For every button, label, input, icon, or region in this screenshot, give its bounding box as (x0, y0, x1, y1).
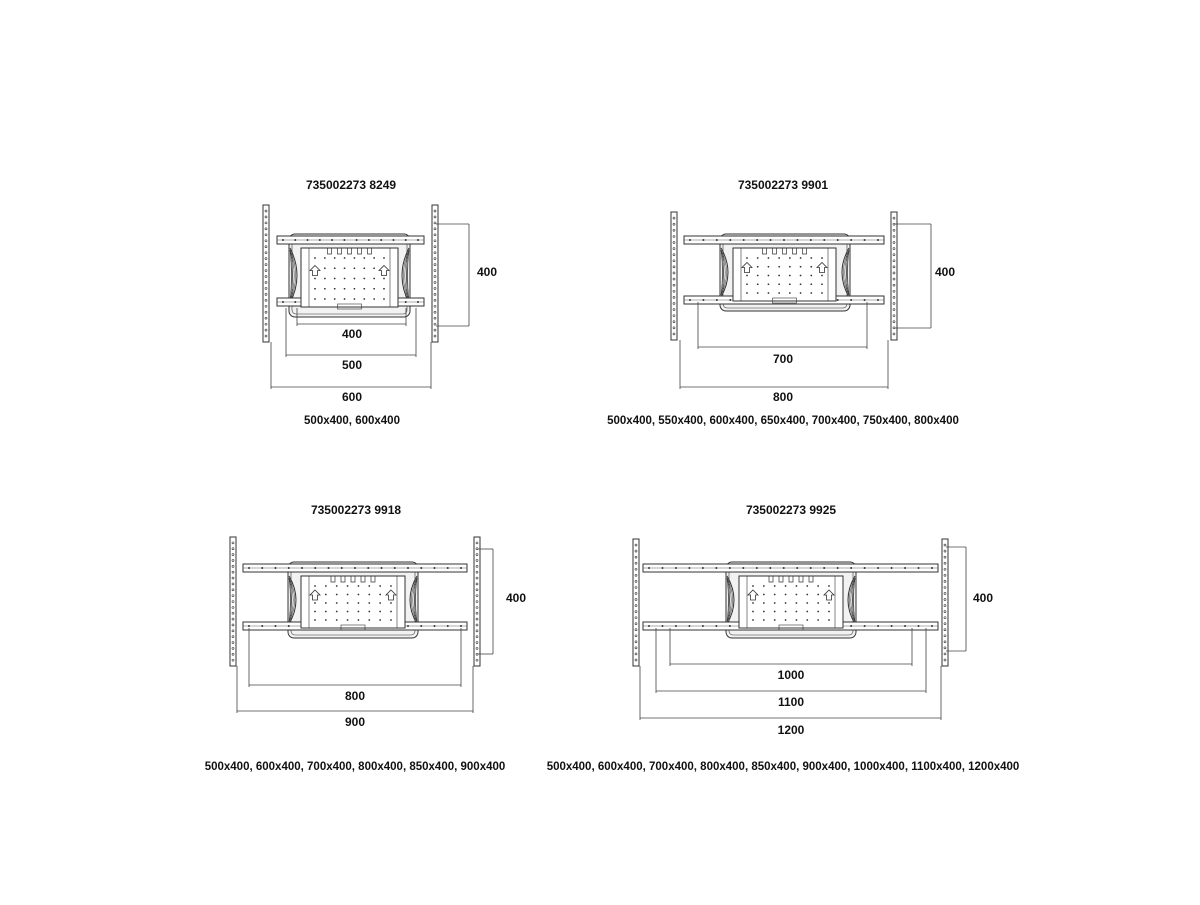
carrier-hole (757, 292, 759, 294)
carrier-hole (354, 267, 356, 269)
rail-hole (729, 625, 731, 627)
carrier-hole (347, 611, 349, 613)
rail-hole (661, 567, 663, 569)
diagram-9901 (607, 178, 959, 427)
rail-hole (460, 625, 462, 627)
diagram-8249 (263, 178, 497, 427)
carrier-hole (817, 619, 819, 621)
carrier-hole (334, 267, 336, 269)
carrier-hole (810, 257, 812, 259)
rail-hole (715, 625, 717, 627)
rail-hole (904, 625, 906, 627)
carrier-hole (828, 619, 830, 621)
carrier-hole (334, 298, 336, 300)
rail-hole (343, 239, 345, 241)
rail-hole (756, 239, 758, 241)
model-number-9901: 735002273 9901 (737, 178, 829, 192)
carrier-hole (828, 611, 830, 613)
rail-hole (648, 625, 650, 627)
carrier-hole (314, 585, 316, 587)
carrier-hole (383, 257, 385, 259)
carrier-hole (358, 594, 360, 596)
carrier-hole (334, 288, 336, 290)
carrier-hole (324, 298, 326, 300)
rail-hole (729, 299, 731, 301)
rail-hole (743, 239, 745, 241)
rail-hole (850, 299, 852, 301)
rail-hole (392, 239, 394, 241)
carrier-hole (763, 611, 765, 613)
rail-hole (891, 625, 893, 627)
carrier-hole (368, 611, 370, 613)
carrier-hole (347, 619, 349, 621)
rail-hole (877, 625, 879, 627)
width-label-600: 600 (341, 390, 363, 404)
carrier-hole (368, 602, 370, 604)
rail-hole (405, 239, 407, 241)
width-label-400: 400 (341, 327, 363, 341)
rail-hole (301, 567, 303, 569)
rail-hole (715, 567, 717, 569)
carrier-hole (324, 288, 326, 290)
carrier-hole (800, 275, 802, 277)
compatible-sizes-9901: 500x400, 550x400, 600x400, 650x400, 700x400, 750x400, 800x400 (607, 415, 959, 427)
rail-hole (420, 567, 422, 569)
rail-hole (877, 567, 879, 569)
carrier-hole (763, 594, 765, 596)
rail-hole (823, 239, 825, 241)
carrier-hole (768, 283, 770, 285)
carrier-hole (796, 594, 798, 596)
width-label-900: 900 (344, 715, 366, 729)
rail-hole (420, 625, 422, 627)
carrier-hole (785, 594, 787, 596)
rail-hole (460, 567, 462, 569)
carrier-hole (347, 602, 349, 604)
rail-hole (931, 625, 933, 627)
rail-hole (864, 567, 866, 569)
carrier-hole (828, 602, 830, 604)
model-number-8249: 735002273 8249 (305, 178, 397, 192)
rail-hole (434, 625, 436, 627)
carrier-hole (314, 288, 316, 290)
carrier-hole (796, 619, 798, 621)
carrier-hole (774, 594, 776, 596)
carrier-hole (774, 611, 776, 613)
rail-hole (275, 567, 277, 569)
carrier-hole (325, 585, 327, 587)
carrier-hole (379, 585, 381, 587)
carrier-hole (789, 257, 791, 259)
mount-drawing-9918 (230, 537, 480, 666)
rail-hole (261, 567, 263, 569)
carrier-hole (324, 267, 326, 269)
rail-hole (837, 239, 839, 241)
rail-hole (783, 567, 785, 569)
carrier-hole (368, 594, 370, 596)
carrier-hole (763, 585, 765, 587)
rail-hole (394, 567, 396, 569)
carrier-hole (325, 611, 327, 613)
width-label-1000: 1000 (777, 668, 805, 682)
width-label-500: 500 (341, 358, 363, 372)
carrier-hole (785, 611, 787, 613)
carrier-hole (314, 619, 316, 621)
rail-hole (837, 567, 839, 569)
carrier-hole (768, 266, 770, 268)
height-dimension-label: 400 (476, 265, 498, 279)
carrier-hole (373, 257, 375, 259)
carrier-hole (763, 602, 765, 604)
rail-hole (904, 567, 906, 569)
rail-hole (877, 299, 879, 301)
compatible-sizes-8249: 500x400, 600x400 (304, 415, 400, 427)
carrier-hole (800, 266, 802, 268)
rail-hole (331, 239, 333, 241)
rail-hole (248, 625, 250, 627)
carrier-hole (358, 585, 360, 587)
carrier-hole (817, 594, 819, 596)
rail-hole (648, 567, 650, 569)
carrier-hole (778, 283, 780, 285)
model-number-9925: 735002273 9925 (745, 503, 837, 517)
carrier-hole (373, 278, 375, 280)
carrier-hole (774, 585, 776, 587)
carrier-hole (774, 619, 776, 621)
rail-hole (931, 567, 933, 569)
carrier-hole (373, 298, 375, 300)
rail-hole (823, 567, 825, 569)
carrier-hole (363, 288, 365, 290)
carrier-hole (373, 288, 375, 290)
carrier-hole (354, 278, 356, 280)
carrier-hole (796, 602, 798, 604)
left-bracket (230, 537, 236, 666)
carrier-hole (354, 288, 356, 290)
carrier-hole (383, 298, 385, 300)
carrier-hole (778, 275, 780, 277)
carrier-hole (752, 585, 754, 587)
rail-hole (319, 239, 321, 241)
width-label-700: 700 (772, 352, 794, 366)
rail-hole (675, 567, 677, 569)
carrier-hole (325, 619, 327, 621)
carrier-hole (800, 292, 802, 294)
rail-hole (417, 301, 419, 303)
rail-hole (380, 239, 382, 241)
carrier-hole (757, 275, 759, 277)
carrier-hole (344, 278, 346, 280)
carrier-hole (336, 619, 338, 621)
carrier-plate (739, 576, 843, 628)
carrier-plate (301, 576, 405, 628)
carrier-hole (806, 594, 808, 596)
carrier-hole (344, 288, 346, 290)
carrier-hole (789, 266, 791, 268)
rail-hole (702, 567, 704, 569)
carrier-hole (821, 275, 823, 277)
carrier-hole (347, 594, 349, 596)
mount-drawing-8249 (263, 205, 438, 342)
rail-hole (864, 625, 866, 627)
rail-hole (275, 625, 277, 627)
carrier-hole (379, 602, 381, 604)
carrier-hole (796, 585, 798, 587)
rail-hole (294, 239, 296, 241)
rail-hole (810, 567, 812, 569)
carrier-hole (390, 585, 392, 587)
carrier-hole (336, 585, 338, 587)
carrier-hole (746, 275, 748, 277)
carrier-hole (354, 298, 356, 300)
rail-hole (702, 299, 704, 301)
diagram-9918 (205, 503, 527, 773)
width-label-1100: 1100 (777, 695, 805, 709)
carrier-hole (336, 611, 338, 613)
carrier-hole (383, 288, 385, 290)
carrier-hole (821, 283, 823, 285)
rail-hole (341, 567, 343, 569)
height-dimension-label: 400 (505, 591, 527, 605)
carrier-hole (796, 611, 798, 613)
carrier-hole (785, 585, 787, 587)
carrier-hole (789, 292, 791, 294)
carrier-hole (344, 267, 346, 269)
carrier-hole (314, 611, 316, 613)
carrier-hole (774, 602, 776, 604)
carrier-hole (363, 278, 365, 280)
rail-hole (368, 239, 370, 241)
rail-hole (769, 567, 771, 569)
carrier-hole (806, 619, 808, 621)
rail-hole (918, 567, 920, 569)
carrier-hole (363, 257, 365, 259)
carrier-hole (363, 267, 365, 269)
rail-hole (261, 625, 263, 627)
carrier-hole (810, 266, 812, 268)
rail-hole (381, 567, 383, 569)
rail-hole (877, 239, 879, 241)
rail-hole (837, 299, 839, 301)
height-dimension-label: 400 (934, 265, 956, 279)
carrier-hole (358, 611, 360, 613)
carrier-hole (821, 257, 823, 259)
rail-hole (307, 239, 309, 241)
mount-drawing-9901 (671, 212, 897, 340)
carrier-hole (806, 611, 808, 613)
carrier-hole (383, 278, 385, 280)
carrier-hole (785, 619, 787, 621)
rail-hole (864, 299, 866, 301)
rail-hole (407, 625, 409, 627)
carrier-hole (806, 585, 808, 587)
right-bracket (474, 537, 480, 666)
carrier-hole (817, 611, 819, 613)
carrier-hole (757, 283, 759, 285)
carrier-hole (810, 292, 812, 294)
carrier-hole (817, 602, 819, 604)
carrier-hole (379, 594, 381, 596)
rail-hole (918, 625, 920, 627)
rail-hole (367, 567, 369, 569)
rail-hole (756, 567, 758, 569)
carrier-hole (314, 257, 316, 259)
carrier-hole (334, 257, 336, 259)
carrier-hole (817, 585, 819, 587)
compatible-sizes-9918: 500x400, 600x400, 700x400, 800x400, 850x400, 900x400 (204, 761, 506, 773)
rail-hole (282, 239, 284, 241)
model-number-9918: 735002273 9918 (310, 503, 402, 517)
carrier-hole (390, 611, 392, 613)
rail-hole (810, 239, 812, 241)
rail-hole (716, 239, 718, 241)
carrier-hole (325, 602, 327, 604)
rail-hole (796, 239, 798, 241)
rail-hole (850, 239, 852, 241)
carrier-hole (379, 611, 381, 613)
rail-hole (661, 625, 663, 627)
carrier-hole (314, 602, 316, 604)
rail-hole (688, 567, 690, 569)
carrier-hole (368, 619, 370, 621)
rail-hole (447, 625, 449, 627)
carrier-plate (733, 248, 836, 301)
rail-hole (434, 567, 436, 569)
carrier-hole (324, 278, 326, 280)
carrier-hole (768, 292, 770, 294)
compatible-sizes-9925: 500x400, 600x400, 700x400, 800x400, 850x400, 900x400, 1000x400, 1100x400, 1200x400 (546, 761, 1020, 773)
carrier-hole (314, 298, 316, 300)
carrier-hole (324, 257, 326, 259)
carrier-hole (344, 257, 346, 259)
carrier-hole (810, 275, 812, 277)
carrier-hole (368, 585, 370, 587)
carrier-hole (746, 257, 748, 259)
width-label-800: 800 (344, 689, 366, 703)
carrier-hole (363, 298, 365, 300)
rail-hole (328, 567, 330, 569)
rail-hole (314, 567, 316, 569)
rail-hole (702, 239, 704, 241)
carrier-hole (314, 278, 316, 280)
carrier-hole (390, 619, 392, 621)
rail-hole (282, 301, 284, 303)
rail-hole (288, 625, 290, 627)
carrier-hole (821, 292, 823, 294)
carrier-hole (373, 267, 375, 269)
rail-hole (689, 299, 691, 301)
carrier-hole (336, 594, 338, 596)
carrier-hole (334, 278, 336, 280)
rail-hole (850, 567, 852, 569)
rail-hole (407, 567, 409, 569)
carrier-hole (358, 602, 360, 604)
carrier-hole (778, 257, 780, 259)
rail-hole (248, 567, 250, 569)
rail-hole (716, 299, 718, 301)
width-label-800: 800 (772, 390, 794, 404)
rail-hole (742, 567, 744, 569)
rail-hole (688, 625, 690, 627)
rail-hole (447, 567, 449, 569)
rail-hole (770, 239, 772, 241)
carrier-hole (768, 275, 770, 277)
carrier-hole (789, 283, 791, 285)
carrier-hole (757, 266, 759, 268)
carrier-hole (778, 292, 780, 294)
carrier-hole (344, 298, 346, 300)
mount-drawing-9925 (633, 539, 948, 666)
carrier-hole (390, 602, 392, 604)
carrier-hole (336, 602, 338, 604)
rail-hole (288, 567, 290, 569)
carrier-hole (763, 619, 765, 621)
right-bracket (432, 205, 438, 342)
rail-hole (729, 567, 731, 569)
rail-hole (729, 239, 731, 241)
left-bracket (263, 205, 269, 342)
rail-hole (702, 625, 704, 627)
carrier-hole (778, 266, 780, 268)
rail-hole (294, 301, 296, 303)
rail-hole (891, 567, 893, 569)
carrier-hole (347, 585, 349, 587)
height-dimension-label: 400 (972, 591, 994, 605)
carrier-hole (746, 283, 748, 285)
carrier-hole (789, 275, 791, 277)
carrier-hole (757, 257, 759, 259)
rail-hole (675, 625, 677, 627)
carrier-hole (358, 619, 360, 621)
carrier-hole (785, 602, 787, 604)
rail-hole (689, 239, 691, 241)
carrier-hole (752, 602, 754, 604)
width-label-1200: 1200 (777, 723, 805, 737)
rail-hole (796, 567, 798, 569)
carrier-hole (379, 619, 381, 621)
carrier-hole (810, 283, 812, 285)
carrier-hole (746, 292, 748, 294)
rail-hole (356, 239, 358, 241)
carrier-hole (325, 594, 327, 596)
rail-hole (405, 301, 407, 303)
rail-hole (783, 239, 785, 241)
carrier-hole (354, 257, 356, 259)
carrier-hole (800, 283, 802, 285)
carrier-hole (768, 257, 770, 259)
rail-hole (864, 239, 866, 241)
rail-hole (354, 567, 356, 569)
carrier-hole (828, 585, 830, 587)
carrier-hole (752, 611, 754, 613)
diagram-9925 (547, 503, 1020, 773)
carrier-hole (800, 257, 802, 259)
rail-hole (417, 239, 419, 241)
rail-hole (850, 625, 852, 627)
carrier-hole (752, 619, 754, 621)
carrier-hole (806, 602, 808, 604)
carrier-plate (301, 248, 398, 307)
